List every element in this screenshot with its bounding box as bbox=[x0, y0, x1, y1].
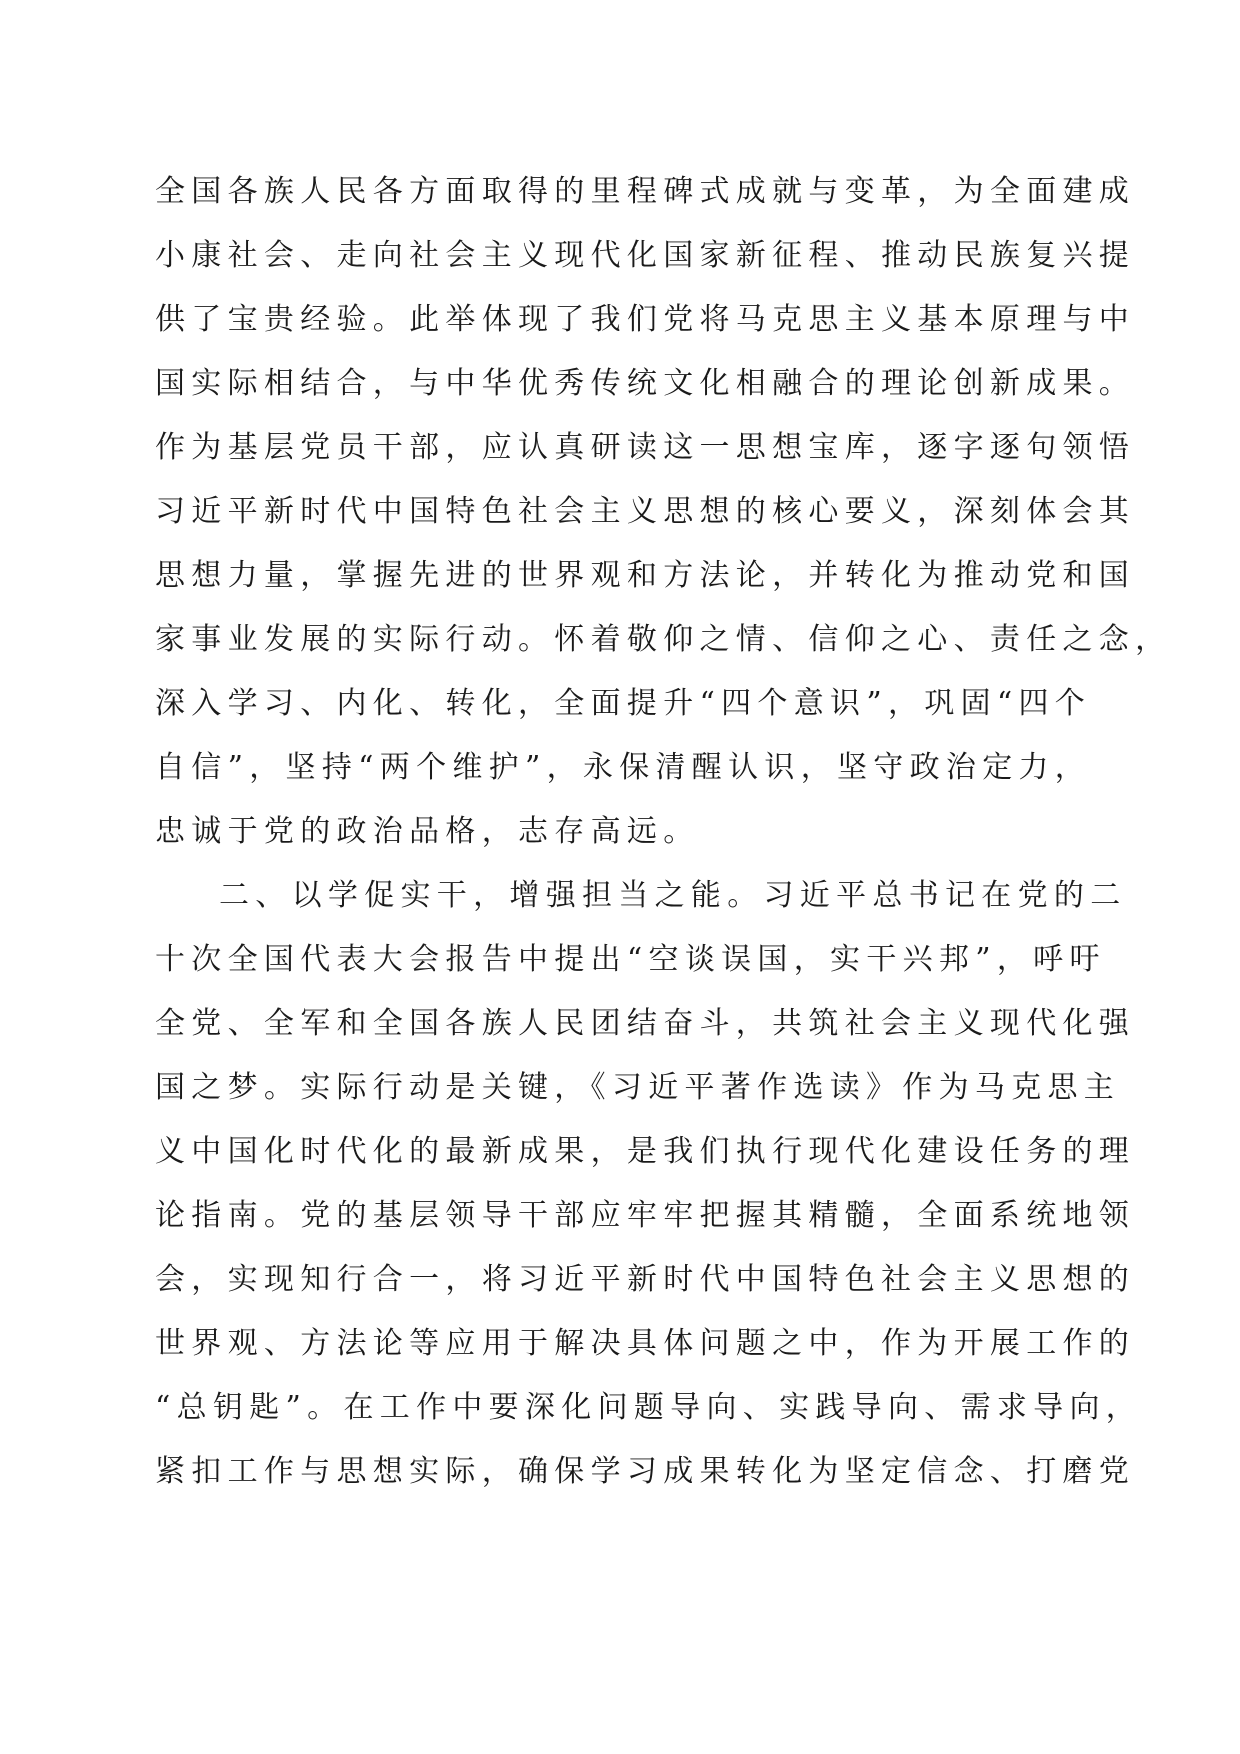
text-line: 世界观、方法论等应用于解决具体问题之中，作为开展工作的 bbox=[155, 1326, 1136, 1361]
text-line: 全国各族人民各方面取得的里程碑式成就与变革，为全面建成 bbox=[155, 174, 1136, 209]
text-line: 国实际相结合，与中华优秀传统文化相融合的理论创新成果。 bbox=[155, 366, 1136, 401]
text-line: 深入学习、内化、转化，全面提升“四个意识”，巩固“四个 bbox=[155, 686, 1092, 721]
text-line: 十次全国代表大会报告中提出“空谈误国，实干兴邦”，呼吁 bbox=[155, 942, 1106, 977]
text-line: 紧扣工作与思想实际，确保学习成果转化为坚定信念、打磨党 bbox=[155, 1454, 1136, 1489]
text-line: 习近平新时代中国特色社会主义思想的核心要义，深刻体会其 bbox=[155, 494, 1136, 529]
paragraph-first-line: 二、以学促实干，增强担当之能。习近平总书记在党的二 bbox=[219, 878, 1127, 913]
text-line: 论指南。党的基层领导干部应牢牢把握其精髓，全面系统地领 bbox=[155, 1198, 1136, 1233]
text-line: 全党、全军和全国各族人民团结奋斗，共筑社会主义现代化强 bbox=[155, 1006, 1136, 1041]
text-line: 供了宝贵经验。此举体现了我们党将马克思主义基本原理与中 bbox=[155, 302, 1136, 337]
text-line: 国之梦。实际行动是关键，《习近平著作选读》作为马克思主 bbox=[155, 1070, 1121, 1105]
text-line: 义中国化时代化的最新成果，是我们执行现代化建设任务的理 bbox=[155, 1134, 1136, 1169]
text-line: 自信”，坚持“两个维护”，永保清醒认识，坚守政治定力， bbox=[155, 750, 1092, 785]
text-line: 小康社会、走向社会主义现代化国家新征程、推动民族复兴提 bbox=[155, 238, 1136, 273]
text-line: 家事业发展的实际行动。怀着敬仰之情、信仰之心、责任之念， bbox=[155, 622, 1172, 657]
text-line: 会，实现知行合一，将习近平新时代中国特色社会主义思想的 bbox=[155, 1262, 1136, 1297]
text-line: 忠诚于党的政治品格，志存高远。 bbox=[155, 814, 700, 849]
text-line: 作为基层党员干部，应认真研读这一思想宝库，逐字逐句领悟 bbox=[155, 430, 1136, 465]
text-line: “总钥匙”。在工作中要深化问题导向、实践导向、需求导向， bbox=[155, 1390, 1143, 1425]
text-line: 思想力量，掌握先进的世界观和方法论，并转化为推动党和国 bbox=[155, 558, 1136, 593]
